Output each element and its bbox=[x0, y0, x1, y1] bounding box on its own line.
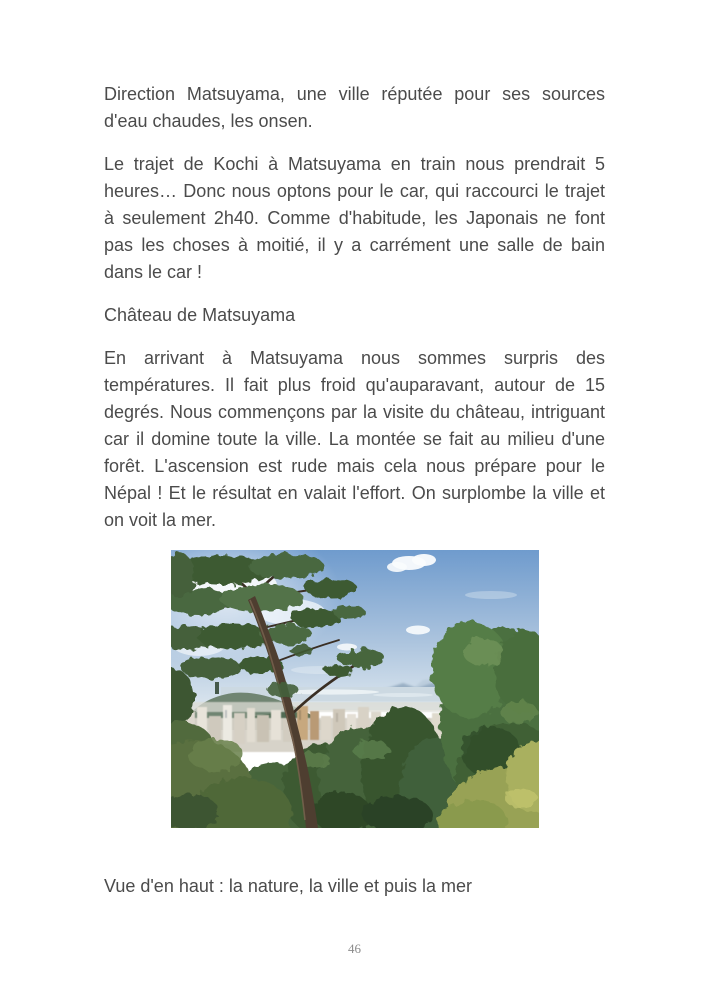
section-heading-chateau: Château de Matsuyama bbox=[104, 305, 296, 325]
matsuyama-view-photo bbox=[171, 550, 539, 828]
photo-figure bbox=[171, 550, 539, 828]
paragraph-chateau: En arrivant à Matsuyama nous sommes surpris des températures. Il fait plus froid qu'auparavant, autour de 15 degrés. Nous commençons par la visite du château, intriguant car il domine toute la ville. La montée se fait au milieu d'une forêt. L'ascension est rude mais cela nous prépare pour le Népal ! Et le résultat en valait l'effort. On surplombe la ville et on voit la mer. bbox=[104, 348, 605, 530]
photo-caption: Vue d'en haut : la nature, la ville et puis la mer bbox=[104, 876, 472, 896]
page-number: 46 bbox=[348, 941, 361, 956]
paragraph-intro: Direction Matsuyama, une ville réputée pour ses sources d'eau chaudes, les onsen. bbox=[104, 84, 605, 131]
page-content bbox=[104, 81, 605, 900]
paragraph-trajet: Le trajet de Kochi à Matsuyama en train nous prendrait 5 heures… Donc nous optons pour le car, qui raccourci le trajet à seulement 2h40. Comme d'habitude, les Japonais ne font pas les choses à moitié, il y a carrément une salle de bain dans le car ! bbox=[104, 154, 605, 282]
